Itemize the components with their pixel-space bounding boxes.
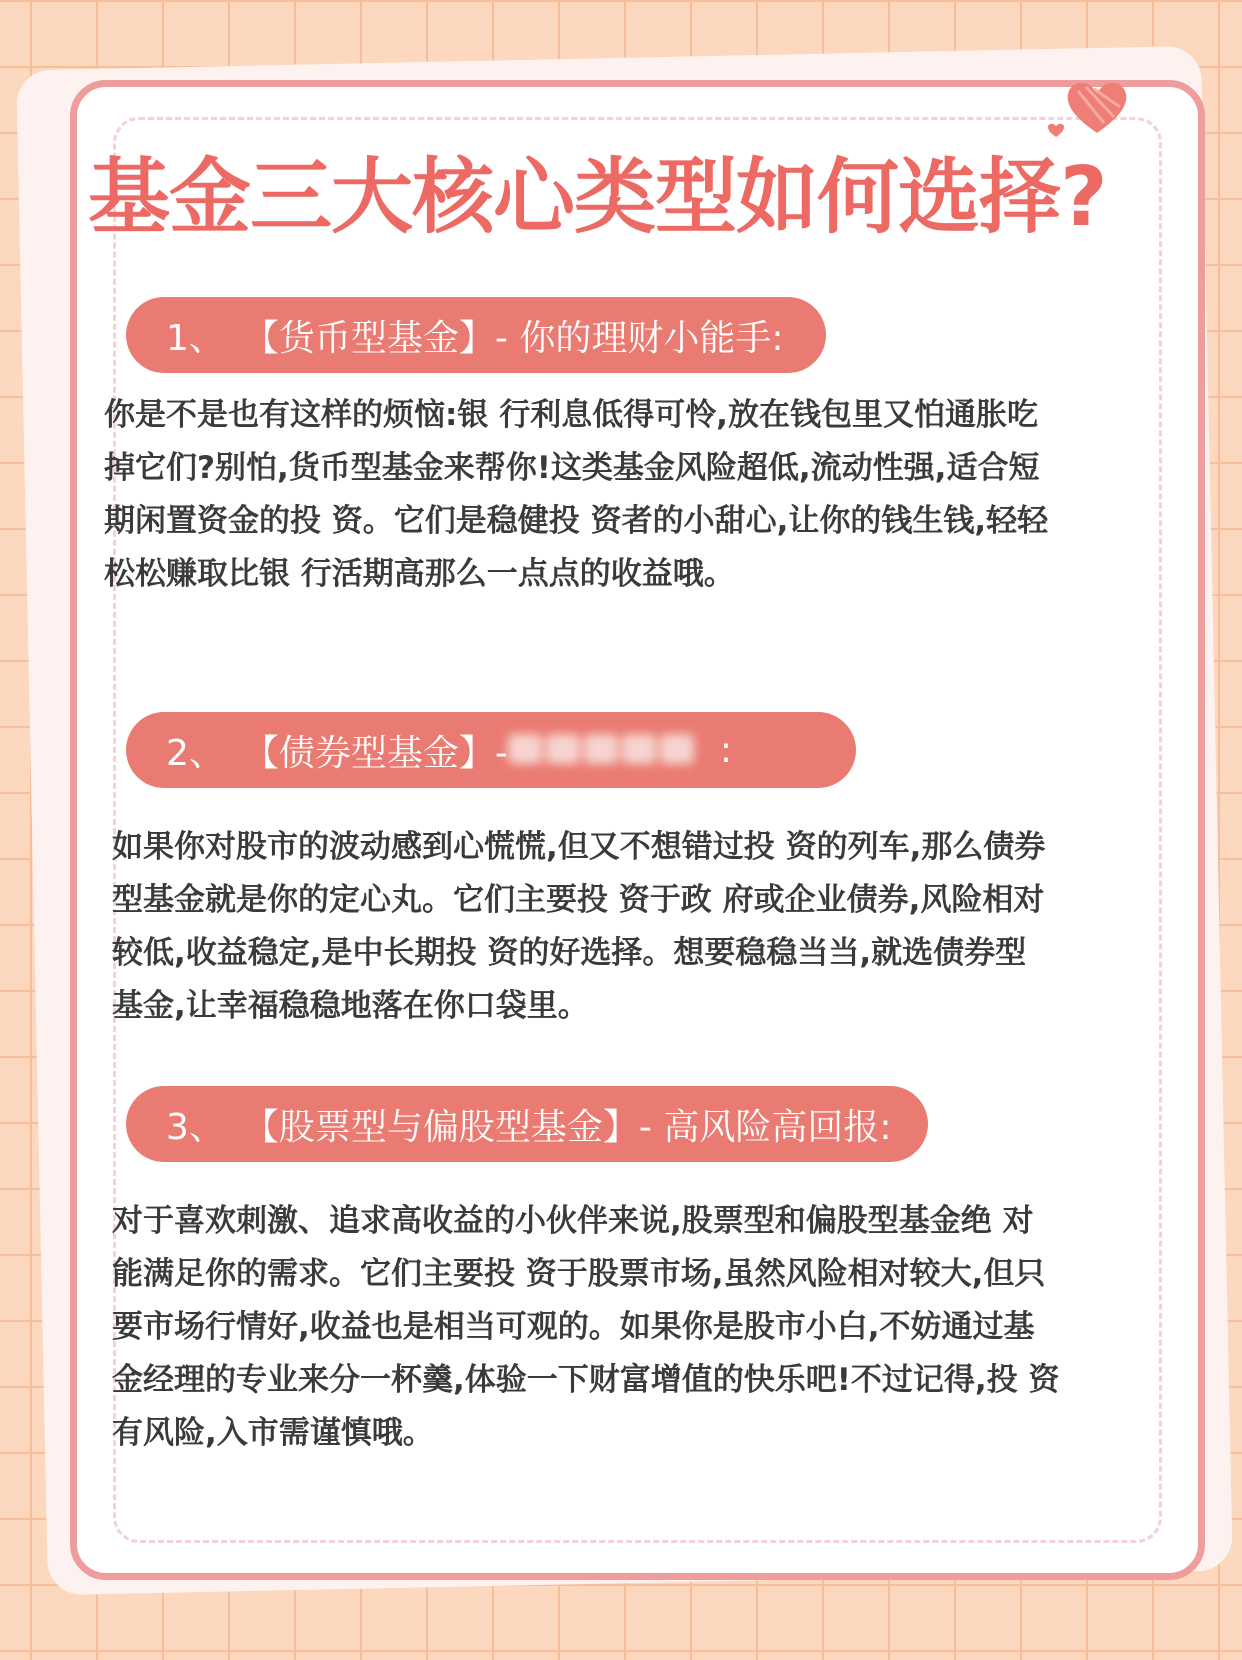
section-3-body: 对于喜欢刺激、追求高收益的小伙伴来说,股票型和偏股型基金绝 对能满足你的需求。它们主要投 资于股票市场,虽然风险相对较大,但只要市场行情好,收益也是相当可观的。如果你是股市小白,不妨通过基金经理的专业来分一杯羹,体验一下财富增值的快乐吧!不过记得,投 资有风险,入市需谨慎哦。 [112, 1203, 1060, 1451]
section-2-heading [126, 712, 856, 788]
section-3-heading [126, 1086, 928, 1162]
page-title: 基金三大核心类型如何选择? [88, 150, 1178, 246]
section-2-number: 2、 [166, 732, 225, 774]
section-1-heading [126, 297, 826, 373]
section-2-blurred-text [508, 732, 720, 768]
section-2-heading-text: 【债券型基金】- [242, 732, 508, 774]
section-2-heading-colon: : [719, 729, 733, 771]
section-3-heading-text: 【股票型与偏股型基金】- 高风险高回报: [242, 1106, 892, 1148]
section-1-number: 1、 [166, 317, 225, 359]
section-3-number: 3、 [166, 1106, 225, 1148]
heart-icon [1064, 77, 1130, 137]
small-heart-icon [1047, 122, 1065, 138]
section-2-body: 如果你对股市的波动感到心慌慌,但又不想错过投 资的列车,那么债券型基金就是你的定心丸。它们主要投 资于政 府或企业债券,风险相对较低,收益稳定,是中长期投 资的好选择。想要稳稳当当,就选债券型基金,让幸福稳稳地落在你口袋里。 [112, 829, 1046, 1024]
section-1-heading-text: 【货币型基金】- 你的理财小能手: [242, 317, 784, 359]
section-1-body: 你是不是也有这样的烦恼:银 行利息低得可怜,放在钱包里又怕通胀吃掉它们?别怕,货币型基金来帮你!这类基金风险超低,流动性强,适合短期闲置资金的投 资。它们是稳健投 资者的小甜心,让你的钱生钱,轻轻松松赚取比银 行活期高那么一点点的收益哦。 [104, 397, 1049, 592]
